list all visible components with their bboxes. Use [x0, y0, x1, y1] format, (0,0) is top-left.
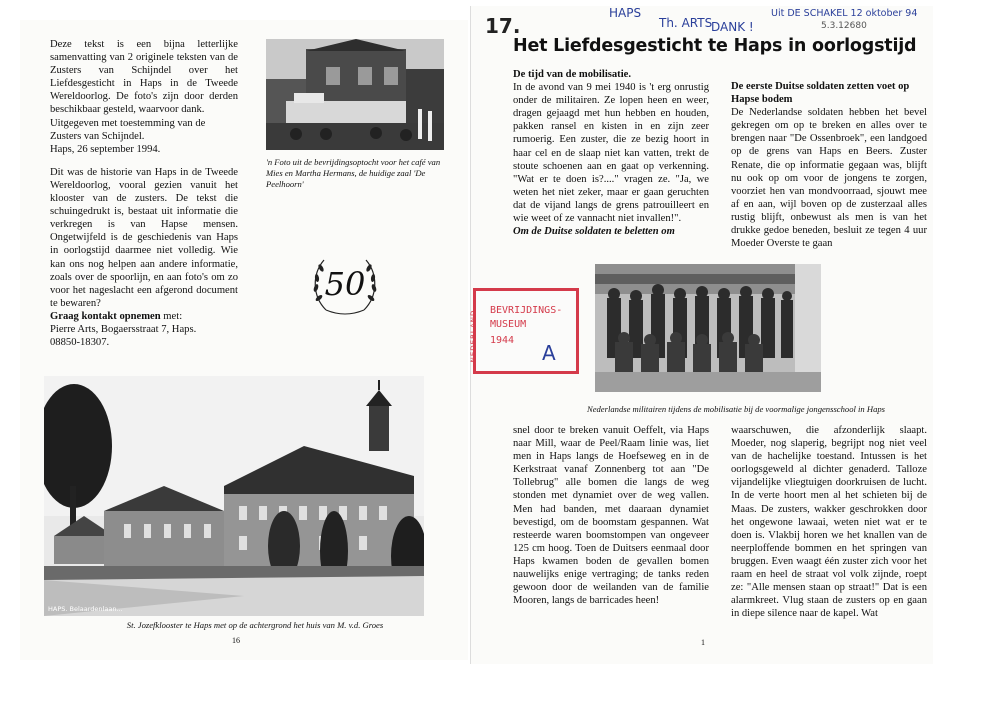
- anniversary-emblem: [310, 252, 380, 318]
- stamp-line-3: 1944: [490, 335, 515, 346]
- museum-stamp: [473, 288, 579, 374]
- klooster-photo-label: HAPS. Belaardenlaan...: [48, 605, 123, 613]
- lower-left-text: snel door te breken vanuit Oeffelt, via Haps naar Mill, waar de Peel/Raam linie was, liet men in Haps langs de Hoefseweg en in de Kerkstraat vanaf Zonnenberg tot aan "De Tollebrug" alle bomen die langs de weg stonden met dynamiet over de weg vallen. Men had banden, met daaraan dynamiet bevestigd, om de boomstam gespannen. Wat resteerde waren boomstompen van ongeveer 125 cm hoog. Toen de Duitsers eenmaal door Haps kwamen boden de gevallen bomen nauwelijks enige vertraging; de tanks reden gewoon door de weilanden van de familie Mooren, langs de barricades heen!: [513, 425, 709, 607]
- stamp-handwritten-mark: A: [542, 341, 556, 365]
- handwritten-note-5: 5.3.12680: [821, 21, 867, 31]
- section-1-heading: De tijd van de mobilisatie.: [513, 69, 632, 80]
- intro-paragraph-2: Uitgegeven met toestemming van de Zusters van Schijndel.: [50, 117, 206, 142]
- section-1-text: In de avond van 9 mei 1940 is 't erg onrustig onder de militairen. Ze lopen heen en weer, dragen gejaagd met hun hebben en houden, pakken ransel en kisten in en zijn zeer rumoerig. Een zuster, die ze bezig hoort in haar cel en de slaap niet kan vatten, trekt de stoute schoenen aan en gaat op verkenning. "Wat er te doen is?...." vragen ze. "Ja, we weten het niet zeker, maar er gaan geruchten dat de vijand langs de grens patrouilleert en wie weet of ze vannacht niet invallen!".: [513, 82, 709, 225]
- parade-photo-caption: 'n Foto uit de bevrijdingsoptocht voor het café van Mies en Martha Hermans, de huidige zaal 'De Peelhoorn': [266, 157, 441, 189]
- section-2: [731, 80, 927, 250]
- stamp-line-2: MUSEUM: [490, 319, 527, 330]
- right-page: [470, 6, 933, 664]
- history-paragraph: Dit was de historie van Haps in de Tweede Wereldoorlog, vooral gezien vanuit het klooster van de zusters. De tekst die schuingedrukt is, bestaat uit informatie die verkregen is van Hapse mensen. Ongetwijfeld is de geschiedenis van Haps in oorlogstijd daarmee niet volledig. Wie kan ons nog helpen aan andere informatie, zoals over de spoorlijn, en aan foto's om zo voor het nageslacht een afgerond document te bewaren?: [50, 166, 238, 309]
- left-page-number: 16: [232, 636, 240, 645]
- emblem-number: 50: [324, 265, 366, 303]
- intro-paragraph-3: Haps, 26 september 1994.: [50, 143, 161, 155]
- section-2-heading: De eerste Duitse soldaten zetten voet op Hapse bodem: [731, 81, 910, 106]
- section-1-italic: Om de Duitse soldaten te beletten om: [513, 226, 675, 238]
- soldiers-photo-caption: Nederlandse militairen tijdens de mobilisatie bij de voormalige jongensschool in Haps: [586, 404, 886, 414]
- lower-right-text: waarschuwen, die afzonderlijk slaapt. Moeder, nog slaperig, begrijpt nog niet veel van de hachelijke toestand. Intussen is het oorlogsgeweld al dichter genaderd. Talloze vijandelijke vliegtuigen doorkruisen de lucht. In de verte hoort men al het schieten bij de Maas. De zusters, wakker geschrokken door het ongewone lawaai, weten niet wat er te doen is. Vlakbij horen we het knallen van de neerploffende bommen en het springen van bruggen. Even waagt één zuster zich voor het raam en heel de straat vol volk zijnde, roept ze: "Alle mensen staan op straat!" Dat is een alarmkreet. Vlug staan de zusters op en gaan in diepe silence naar de kapel. Wat: [731, 425, 927, 620]
- handwritten-note-1: HAPS: [609, 6, 642, 20]
- contact-name: Pierre Arts, Bogaersstraat 7, Haps.: [50, 323, 197, 335]
- stamp-side-text: NEDERLAND: [469, 309, 478, 363]
- contact-heading-suffix: met:: [160, 310, 183, 322]
- left-page: [20, 20, 468, 660]
- intro-text: [50, 38, 238, 349]
- contact-block: [50, 310, 238, 349]
- handwritten-note-4: Uit DE SCHAKEL 12 oktober 94: [771, 8, 918, 19]
- klooster-photo-caption: St. Jozefklooster te Haps met op de achtergrond het huis van M. v.d. Groes: [126, 620, 384, 630]
- parade-photo: [266, 39, 444, 150]
- soldiers-photo: [595, 264, 821, 392]
- article-title: Het Liefdesgesticht te Haps in oorlogstijd: [513, 36, 917, 56]
- section-2-text: De Nederlandse soldaten hebben het bevel gekregen om op te breken en alles over te brengen naar "De Ossenbroek", een landgoed op de grens van Haps en Beers. Zuster Renate, die op informatie gegaan was, blijft nu ook op om voor de jongens te zorgen, voorziet hen van mondvoorraad, sjouwt mee af en aan, wijl boven op de zusterzaal alles rustig blijft, onbewust als men is van het drukke gedoe beneden, besluit ze tegen 4 uur Moeder Overste te gaan: [731, 107, 927, 250]
- contact-heading: Graag kontakt opnemen: [50, 310, 161, 322]
- handwritten-page-number: 17.: [485, 14, 521, 38]
- klooster-photo: [44, 376, 424, 616]
- intro-paragraph-1: Deze tekst is een bijna letterlijke samenvatting van 2 originele teksten van de Zusters van Schijndel over het Liefdesgesticht in Haps in de Tweede Wereldoorlog. De foto's zijn door derden beschikbaar gesteld, waarvoor dank.: [50, 39, 238, 116]
- handwritten-note-3: DANK !: [711, 20, 754, 34]
- right-page-number: 1: [701, 638, 705, 647]
- stamp-line-1: BEVRIJDINGS-: [490, 305, 563, 316]
- section-1: [513, 68, 709, 238]
- handwritten-note-2: Th. ARTS: [659, 16, 713, 30]
- contact-phone: 08850-18307.: [50, 337, 110, 349]
